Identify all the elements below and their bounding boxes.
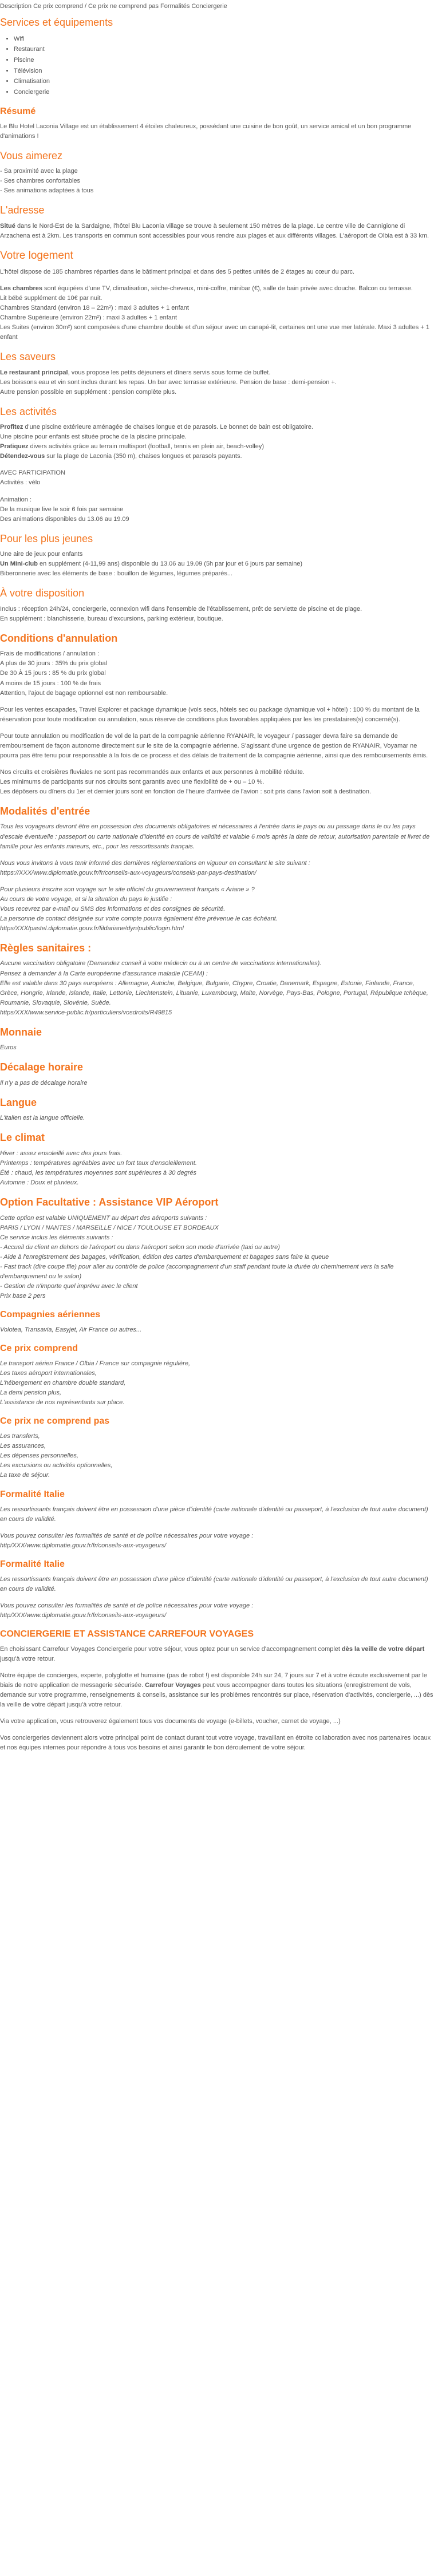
logement-line: Chambre Supérieure (environ 22m²) : maxi 3 adultes + 1 enfant (0, 314, 177, 321)
vip-line: Cette option est valable UNIQUEMENT au départ des aéroports suivants : (0, 1214, 207, 1222)
formalite-links (0, 1531, 434, 1551)
ne-comprend-line: Les transferts, (0, 1433, 40, 1440)
modalites-ariane-line: https/XXX/pastel.diplomatie.gouv.fr/fildariane/dyn/public/login.html (0, 924, 184, 932)
vip-line: - Aide à l'enregistrement des bagages, vérification, édition des cartes d'embarquement et bagages sans faire la queue (0, 1253, 329, 1261)
logement-details (0, 284, 434, 342)
plus-jeunes-line: Une aire de jeux pour enfants (0, 551, 83, 558)
activites-line: Une piscine pour enfants est située proche de la piscine principale. (0, 433, 187, 441)
plus-jeunes-line: Biberonnerie avec les éléments de base : bouillon de légumes, légumes préparés... (0, 570, 233, 578)
disposition-text (0, 605, 434, 624)
monnaie-title: Monnaie (0, 1026, 42, 1038)
modalites-ariane-line: Au cours de votre voyage, et si la situation du pays le justifie : (0, 895, 172, 903)
conciergerie-intro (0, 1645, 434, 1664)
services-item: • Télévision (14, 66, 434, 77)
monnaie-text: Euros (0, 1044, 17, 1052)
participation-block (0, 468, 434, 488)
annulation-line: A plus de 30 jours : 35% du prix global (0, 660, 108, 667)
conciergerie-equipe-a: Notre équipe de concierges, experte, polyglotte et humaine (pas de robot !) est disponible 24h sur 24, 7 jours sur 7 et à votre écoute exclusivement par le biais de notre application de messagerie sécurisée. (0, 1672, 427, 1689)
logement-line: Chambres Standard (environ 18 – 22m²) : maxi 3 adultes + 1 enfant (0, 304, 189, 311)
animation-title: Animation : (0, 496, 32, 503)
formalite-text: Les ressortissants français doivent être en possession d'une pièce d'identité (carte nationale d'identité ou passeport, à l'exclusion de tout autre document) en cours de validité. (0, 1575, 428, 1593)
disposition-line: En supplément : blanchisserie, bureau d'excursions, parking extérieur, boutique. (0, 615, 223, 622)
vip-line: - Gestion de n'importe quel imprévu avec le client (0, 1282, 138, 1290)
plus-jeunes-section (0, 532, 434, 579)
conciergerie-intro-c: jusqu'à votre retour. (0, 1655, 56, 1662)
animation-line: De la musique live le soir 6 fois par semaine (0, 505, 124, 513)
adresse-section (0, 204, 434, 241)
climat-line: Été : chaud, les températures moyennes sont supérieures à 30 degrés (0, 1169, 197, 1176)
langue-title: Langue (0, 1096, 37, 1108)
resume-title: Résumé (0, 106, 36, 116)
comprend-text (0, 1359, 434, 1408)
activites-line (0, 442, 434, 452)
sanitaires-line: Elle est valable dans 30 pays européens : Allemagne, Autriche, Belgique, Bulgarie, Chypre, Croatie, Danemark, Espagne, Estonie, Finlande, France, Grèce, Hongrie, Irlande, Islande, Italie, Lettonie, Liechtenstein, Lituanie, Luxembourg, Malte, Norvège, Pays-Bas, Pologne, Portugal, République tchèque, Roumanie, Slovaquie, Slovénie, Suède. (0, 979, 428, 1006)
services-item: • Restaurant (14, 44, 434, 55)
disposition-title: À votre disposition (0, 587, 85, 599)
adresse-text (0, 222, 434, 241)
comprend-section (0, 1343, 434, 1408)
activites-line-lead: Pratiquez (0, 443, 29, 451)
conciergerie-equipe-c: peut vous accompagner dans toutes les situations (enregistrement de vols, demande sur votre programme, renseignements & conseils, assistance sur les problèmes rencontrés sur place, réservation d'activités, conciergerie, ...) dès la veille de votre départ jusqu'à votre retour. (0, 1682, 433, 1709)
formalite-line: http/XXX/www.diplomatie.gouv.fr/fr/conseils-aux-voyageurs/ (0, 1542, 167, 1549)
logement-line: Les Suites (environ 30m²) sont composées d'une chambre double et d'un séjour avec un canapé-lit, certaines ont une vue mer latérale. Maxi 3 adultes + 1 enfant (0, 323, 429, 341)
compagnies-section (0, 1309, 434, 1335)
disposition-line: Inclus : réception 24h/24, conciergerie, connexion wifi dans l'ensemble de l'établissement, prêt de serviette de piscine et de plage. (0, 605, 362, 613)
formalite-section (0, 1559, 434, 1621)
modalites-ariane-line: Vous recevrez par e-mail ou SMS des informations et des consignes de sécurité. (0, 905, 226, 912)
logement-lead: Les chambres (0, 285, 42, 292)
comprend-line: L'hébergement en chambre double standard, (0, 1380, 126, 1387)
annulation-line: Frais de modifications / annulation : (0, 650, 100, 658)
decalage-title: Décalage horaire (0, 1061, 84, 1073)
logement-title: Votre logement (0, 250, 73, 262)
services-item: • Climatisation (14, 76, 434, 87)
vip-section (0, 1196, 434, 1301)
logement-body: sont équipées d'une TV, climatisation, sèche-cheveux, mini-coffre, minibar (€), salle de bain privée avec douche. Balcon ou terrasse. (42, 285, 413, 292)
logement-line: Lit bébé supplément de 10€ par nuit. (0, 294, 102, 302)
activites-body: d'une piscine extérieure aménagée de chaises longue et de parasols. Le bonnet de bain est obligatoire. (23, 424, 313, 431)
vip-text (0, 1214, 434, 1301)
participation-title: AVEC PARTICIPATION (0, 469, 65, 477)
services-item: • Conciergerie (14, 87, 434, 98)
formalite-title: Formalité Italie (0, 1559, 65, 1569)
annulation-ryanair: Pour toute annulation ou modification de vol de la part de la compagnie aérienne RYANAIR, le voyageur / passager devra faire sa demande de remboursement de façon autonome directement sur le site de la compagnie aérienne. S'agissant d'une urgence de gestion de RYANAIR, Voyamar ne pourra pas être tenu pour responsable à la fois de ce process et des délais de traitement de la compagnie aérienne, ainsi que des remboursements émis. (0, 732, 428, 759)
monnaie-section (0, 1026, 434, 1053)
adresse-title: L'adresse (0, 204, 45, 216)
climat-section (0, 1131, 434, 1188)
saveurs-title: Les saveurs (0, 351, 56, 363)
services-item: • Wifi (14, 34, 434, 45)
annulation-title: Conditions d'annulation (0, 632, 118, 644)
climat-line: Automne : Doux et pluvieux. (0, 1179, 79, 1187)
formalite-line: Vous pouvez consulter les formalités de santé et de police nécessaires pour votre voyage : (0, 1602, 254, 1609)
activites-section (0, 405, 434, 524)
sanitaires-line: Aucune vaccination obligatoire (Demandez conseil à votre médecin ou à un centre de vaccinations internationales). (0, 960, 322, 967)
ne-comprend-title: Ce prix ne comprend pas (0, 1416, 110, 1427)
formalite-title: Formalité Italie (0, 1489, 65, 1499)
services-item: • Piscine (14, 55, 434, 66)
services-list (0, 34, 434, 98)
vip-line: Prix base 2 pers (0, 1292, 46, 1299)
ne-comprend-line: Les dépenses personnelles, (0, 1452, 78, 1460)
langue-section (0, 1096, 434, 1124)
conciergerie-contact: Vos conciergeries deviennent alors votre principal point de contact durant tout votre voyage, travaillant en étroite collaboration avec nos partenaires locaux et nos équipes internes pour répondre à tous vos besoins et ainsi garantir le bon déroulement de votre séjour. (0, 1735, 431, 1752)
modalites-info (0, 859, 434, 878)
ne-comprend-section (0, 1416, 434, 1480)
activites-line (0, 452, 434, 461)
conciergerie-app: Via votre application, vous retrouverez également tous vos documents de voyage (e-billets, voucher, carnet de voyage, ...) (0, 1718, 341, 1725)
conciergerie-title: CONCIERGERIE ET ASSISTANCE CARREFOUR VOYAGES (0, 1629, 254, 1639)
formalite-text: Les ressortissants français doivent être en possession d'une pièce d'identité (carte nationale d'identité ou passeport, à l'exclusion de tout autre document) en cours de validité. (0, 1506, 428, 1523)
climat-line: Hiver : assez ensoleillé avec des jours frais. (0, 1149, 123, 1157)
vous-aimerez-title: Vous aimerez (0, 149, 63, 161)
modalites-text: Tous les voyageurs devront être en possession des documents obligatoires et nécessaires à l'entrée dans le pays ou au passage dans le ou les pays d'escale éventuelle : passeport ou carte nationale d'identité en cours de validité et valable 6 mois après la date de retour, autorisation parentale et livret de famille pour les enfants mineurs, etc., pour les ressortissants français. (0, 823, 430, 850)
plus-jeunes-line (0, 559, 434, 569)
conciergerie-equipe-b: Carrefour Voyages (145, 1682, 201, 1689)
activites-line-lead: Détendez-vous (0, 453, 45, 460)
formalite-line: Vous pouvez consulter les formalités de santé et de police nécessaires pour votre voyage : (0, 1532, 254, 1539)
vous-aimerez-line: - Sa proximité avec la plage (0, 168, 78, 175)
animation-line: Des animations disponibles du 13.06 au 19.09 (0, 515, 129, 523)
vip-title: Option Facultative : Assistance VIP Aéroport (0, 1196, 219, 1208)
annulation-line: Attention, l'ajout de bagage optionnel est non remboursable. (0, 689, 168, 697)
animation-block (0, 495, 434, 524)
logement-section (0, 249, 434, 342)
annulation-line: De 30 À 15 jours : 85 % du prix global (0, 670, 106, 677)
sanitaires-line: https/XXX/www.service-public.fr/particuliers/vosdroits/R49815 (0, 1009, 172, 1016)
activites-line-body: sur la plage de Laconia (350 m), chaises longues et parasols payants. (45, 453, 242, 460)
conciergerie-section (0, 1629, 434, 1753)
plus-jeunes-lead: Un Mini-club (0, 560, 38, 568)
conciergerie-equipe (0, 1671, 434, 1710)
plus-jeunes-text (0, 550, 434, 579)
comprend-line: L'assistance de nos représentants sur place. (0, 1399, 125, 1406)
saveurs-text (0, 368, 434, 397)
activites-title: Les activités (0, 405, 57, 417)
modalites-ariane-line: Pour plusieurs inscrire son voyage sur le site officiel du gouvernement français « Ariane » ? (0, 886, 255, 893)
formalite-line: http/XXX/www.diplomatie.gouv.fr/fr/conseils-aux-voyageurs/ (0, 1611, 167, 1619)
sanitaires-title: Règles sanitaires : (0, 942, 92, 954)
services-title: Services et équipements (0, 17, 113, 29)
comprend-line: Les taxes aéroport internationales, (0, 1370, 97, 1377)
vip-line: - Fast track (dire coupe file) pour aller au contrôle de police (accompagnement d'un staff pendant toute la durée du cheminement vers la salle d'embarquement ou le salon) (0, 1263, 394, 1280)
disposition-section (0, 587, 434, 624)
langue-text: L'italien est la langue officielle. (0, 1115, 85, 1122)
climat-line: Printemps : températures agréables avec un fort taux d'ensoleillement. (0, 1159, 197, 1167)
conciergerie-intro-b: dès la veille de votre départ (342, 1645, 425, 1653)
comprend-title: Ce prix comprend (0, 1344, 78, 1354)
conciergerie-intro-a: En choisissant Carrefour Voyages Conciergerie pour votre séjour, vous optez pour un service d'accompagnement complet (0, 1645, 342, 1653)
resume-text: Le Blu Hotel Laconia Village est un établissement 4 étoiles chaleureux, possédant une cuisine de bon goût, un service amical et un bon programme d'animations ! (0, 123, 412, 140)
saveurs-lead: Le restaurant principal (0, 369, 68, 376)
annulation-circuits-line: Nos circuits et croisières fluviales ne sont pas recommandés aux enfants et aux personnes à mobilité réduite. (0, 768, 305, 776)
climat-text (0, 1149, 434, 1188)
decalage-text: Il n'y a pas de décalage horaire (0, 1079, 88, 1086)
climat-title: Le climat (0, 1132, 45, 1144)
logement-intro: L'hôtel dispose de 185 chambres réparties dans le bâtiment principal et dans des 5 petites unités de 2 étages au cœur du parc. (0, 268, 355, 275)
activites-lead: Profitez (0, 424, 23, 431)
ne-comprend-line: Les excursions ou activités optionnelles, (0, 1462, 113, 1469)
adresse-body: dans le Nord-Est de la Sardaigne, l'hôtel Blu Laconia village se trouve à seulement 150 mètres de la plage. Le centre ville de Cannigione di Arzachena est à 2km. Les transports en commun sont accessibles pour vous rendre aux plages et aux différents villages. L'aéroport de Olbia est à 33 km. (0, 222, 429, 239)
vip-line: PARIS / LYON / NANTES / MARSEILLE / NICE / TOULOUSE ET BORDEAUX (0, 1224, 219, 1231)
saveurs-section (0, 350, 434, 397)
activites-text (0, 422, 434, 461)
vous-aimerez-text (0, 167, 434, 196)
vip-line: - Accueil du client en dehors de l'aéroport ou dans l'aéroport selon son mode d'arrivée (taxi ou autre) (0, 1243, 280, 1251)
annulation-circuits-line: Les minimums de participants sur nos circuits sont garantis avec une flexibilité de + ou – 10 %. (0, 778, 265, 785)
compagnies-title: Compagnies aériennes (0, 1309, 101, 1319)
annulation-ventes: Pour les ventes escapades, Travel Explorer et package dynamique (vols secs, hôtels sec ou package dynamique vol + hôtel) : 100 % du montant de la réservation pour toute modification ou annulation, sous réserve de conditions plus favorables appliquées par les les prestataires(s) concerné(s). (0, 706, 420, 723)
adresse-lead: Situé (0, 222, 15, 230)
services-section (0, 16, 434, 98)
sanitaires-section (0, 942, 434, 1018)
comprend-line: Le transport aérien France / Olbia / France sur compagnie régulière, (0, 1360, 190, 1368)
saveurs-body: , vous propose les petits déjeuners et dîners servis sous forme de buffet. (68, 369, 271, 376)
sanitaires-line: Pensez à demander à la Carte européenne d'assurance maladie (CEAM) : (0, 970, 208, 977)
annulation-circuits-line: Les dépôsers ou dîners du 1er et dernier jours sont en fonction de l'heure d'arrivée de l'avion : soit pris dans l'avion soit à destination. (0, 788, 372, 795)
saveurs-line: Les boissons eau et vin sont inclus durant les repas. Un bar avec terrasse extérieure. Pension de base : demi-pension +. (0, 378, 337, 386)
modalites-title: Modalités d'entrée (0, 805, 90, 817)
decalage-section (0, 1061, 434, 1088)
vous-aimerez-line: - Ses animations adaptées à tous (0, 187, 94, 195)
annulation-section (0, 632, 434, 797)
comprend-line: La demi pension plus, (0, 1389, 62, 1397)
compagnies-text: Volotea, Transavia, Easyjet, Air France ou autres... (0, 1326, 142, 1333)
modalites-ariane-line: La personne de contact désignée sur votre compte pourra également être prévenue le cas échéant. (0, 915, 278, 922)
formalite-section (0, 1489, 434, 1551)
vous-aimerez-line: - Ses chambres confortables (0, 177, 81, 185)
resume-section (0, 106, 434, 141)
activites-line-body: divers activités grâce au terrain multisport (football, tennis en plein air, beach-volley) (28, 443, 264, 451)
plus-jeunes-body: en supplément (4-11,99 ans) disponible du 13.06 au 19.09 (5h par jour et 6 jours par semaine) (38, 560, 303, 568)
annulation-frais (0, 649, 434, 698)
plus-jeunes-title: Pour les plus jeunes (0, 532, 93, 544)
modalites-ariane (0, 885, 434, 934)
participation-text: Activités : vélo (0, 479, 41, 487)
ne-comprend-line: Les assurances, (0, 1443, 46, 1450)
vous-aimerez-section (0, 149, 434, 196)
modalites-section (0, 805, 434, 934)
saveurs-line: Autre pension possible en supplément : pension complète plus. (0, 388, 177, 396)
ne-comprend-line: La taxe de séjour. (0, 1472, 50, 1479)
formalite-links (0, 1601, 434, 1621)
annulation-circuits (0, 768, 434, 797)
annulation-line: A moins de 15 jours : 100 % de frais (0, 679, 101, 687)
vip-line: Ce service inclus les éléments suivants : (0, 1234, 113, 1241)
description-line: Description Ce prix comprend / Ce prix ne comprend pas Formalités Conciergerie (0, 3, 227, 10)
ne-comprend-text (0, 1432, 434, 1480)
sanitaires-text (0, 959, 434, 1017)
modalites-info-line: Nous vous invitons à vous tenir informé des dernières réglementations en vigueur en consultant le site suivant : https://XXX/www.diplomatie.gouv.fr/fr/conseils-aux-voyageurs/conseils-par-pays-destination/ (0, 859, 310, 876)
